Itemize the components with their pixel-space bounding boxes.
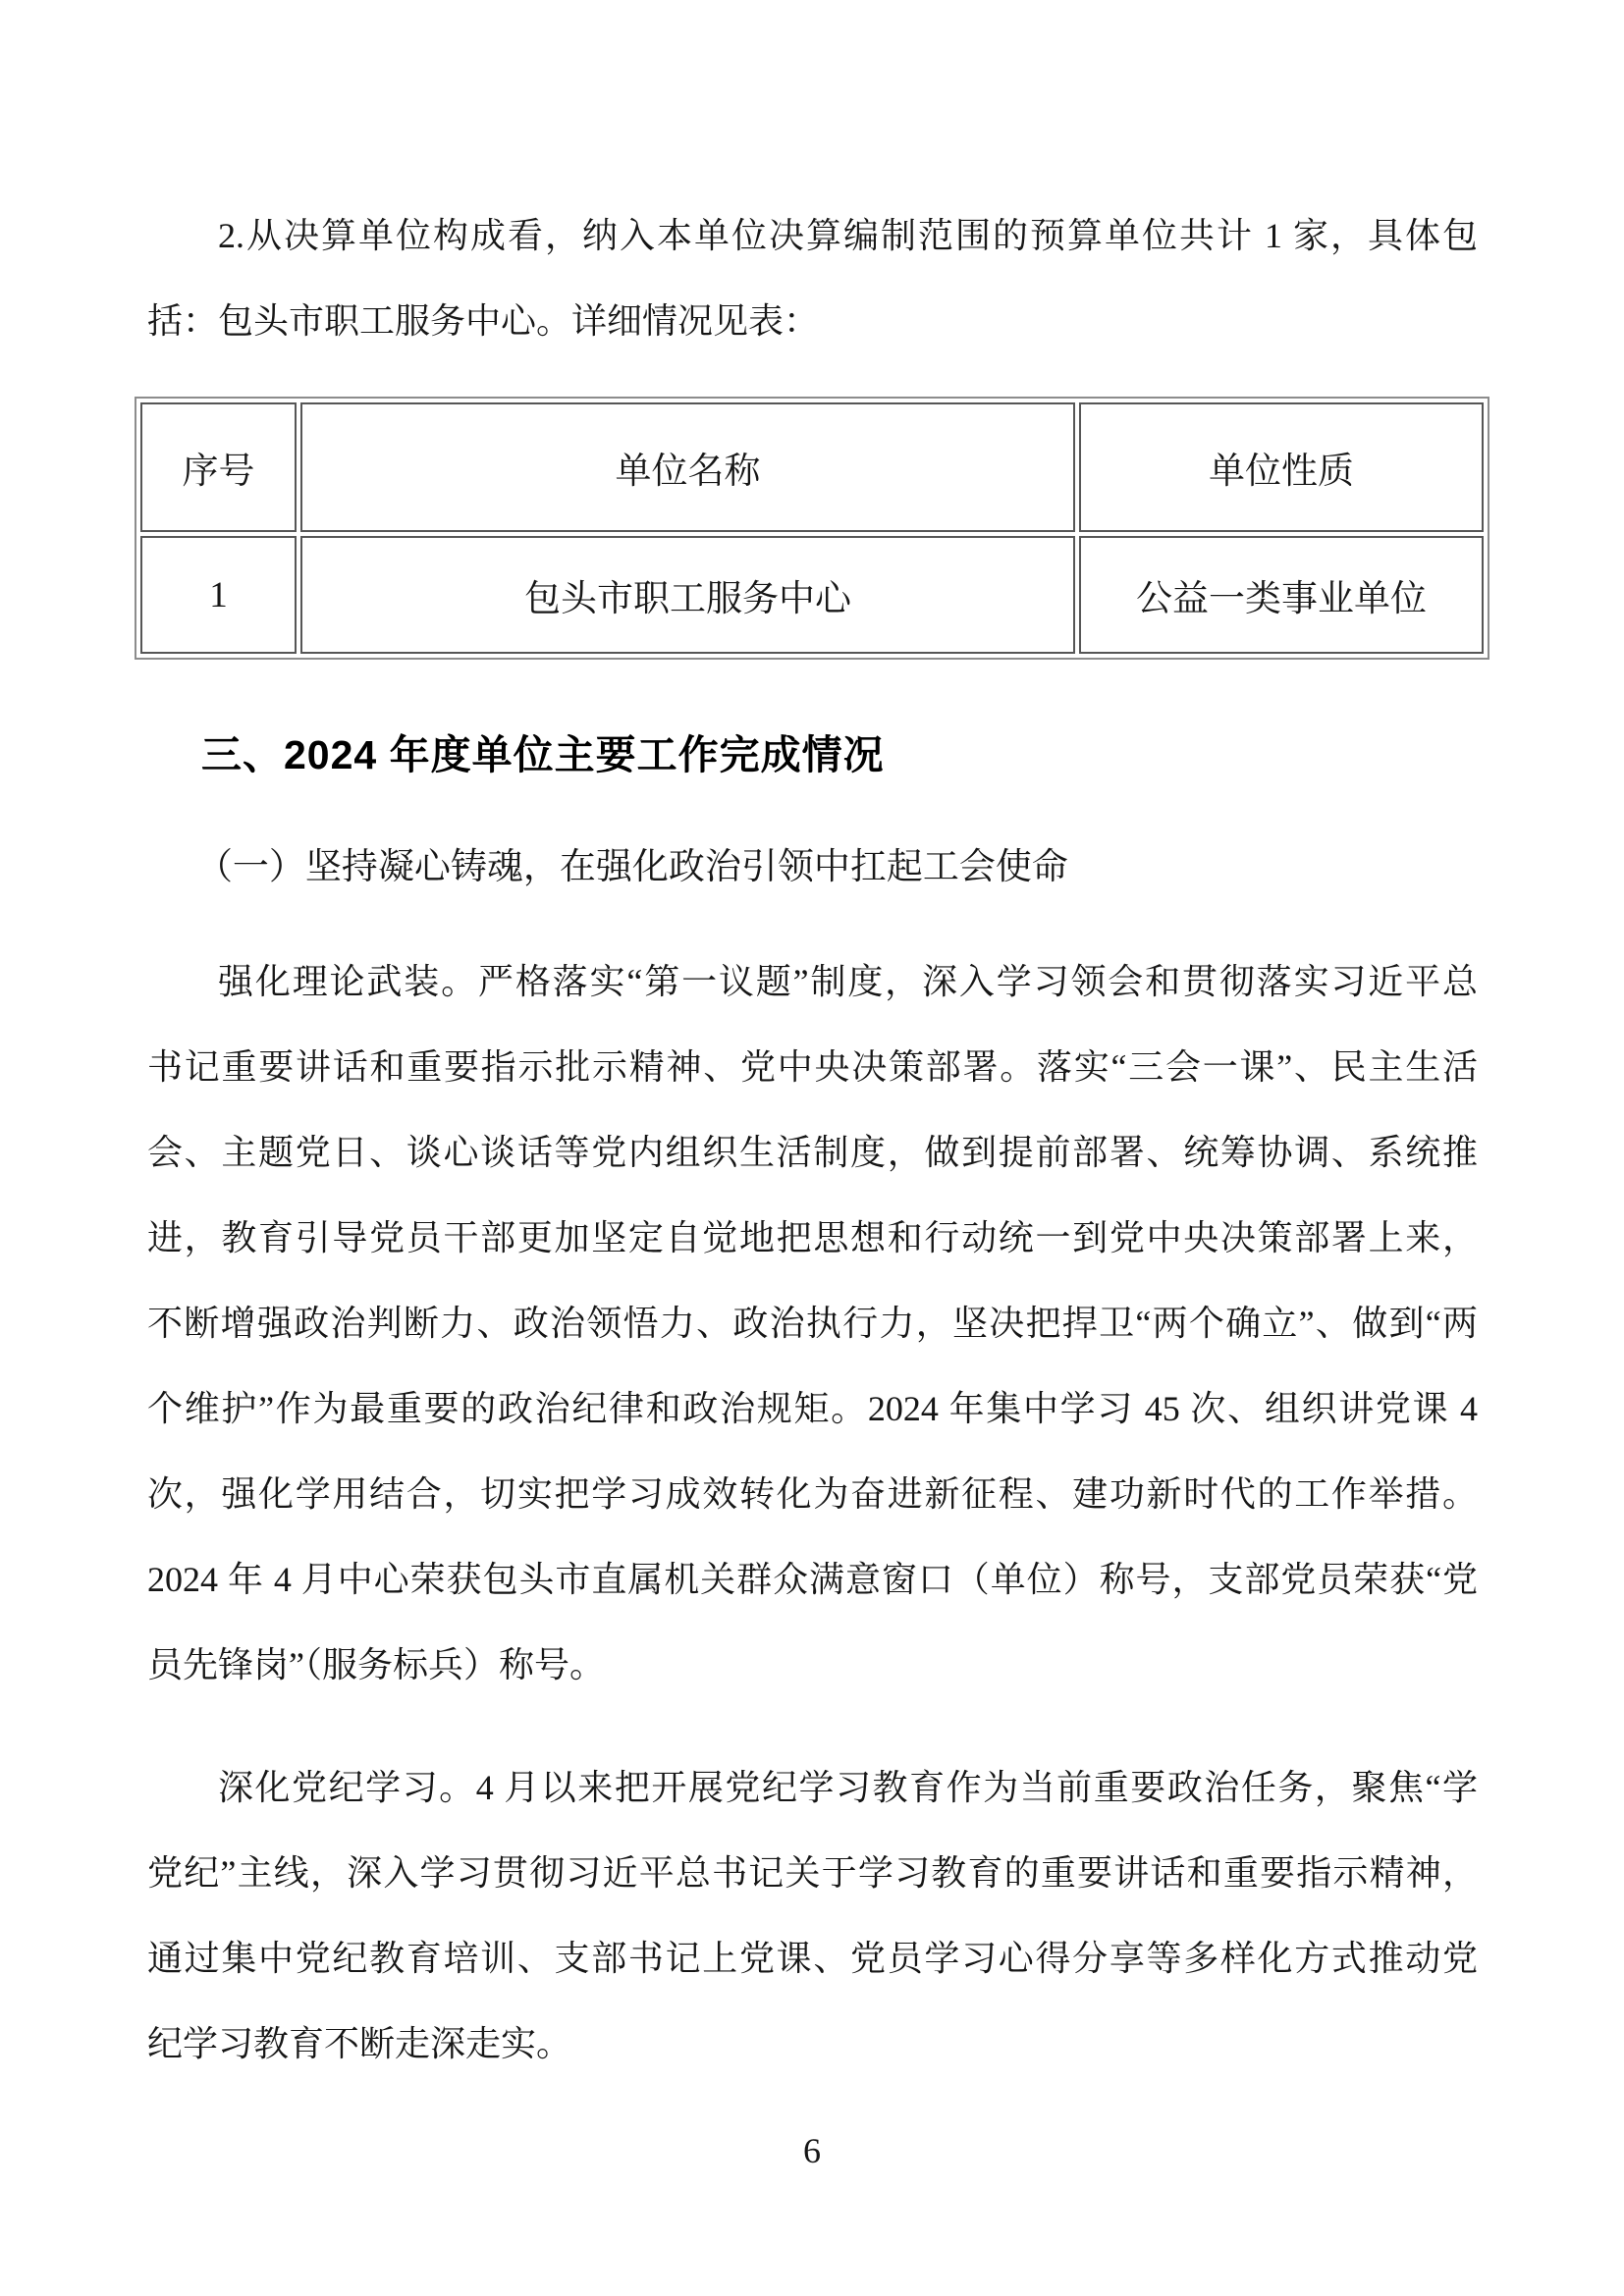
paragraph-line: 次，强化学用结合，切实把学习成效转化为奋进新征程、建功新时代的工作举措。	[147, 1474, 1478, 1514]
table-row	[140, 536, 1484, 654]
table-header-unit-name: 单位名称	[300, 402, 1075, 532]
table-header-row	[140, 402, 1484, 532]
table-cell-unit-name: 包头市职工服务中心	[300, 536, 1075, 654]
paragraph-line: 书记重要讲话和重要指示批示精神、党中央决策部署。落实“三会一课”、民主生活	[147, 1047, 1478, 1087]
paragraph-line: 党纪”主线，深入学习贯彻习近平总书记关于学习教育的重要讲话和重要指示精神，	[147, 1853, 1478, 1893]
document-content	[147, 0, 1478, 2087]
table-cell-unit-type: 公益一类事业单位	[1079, 536, 1484, 654]
paragraph-line: 会、主题党日、谈心谈话等党内组织生活制度，做到提前部署、统筹协调、系统推	[147, 1133, 1478, 1172]
paragraph-line: 通过集中党纪教育培训、支部书记上党课、党员学习心得分享等多样化方式推动党	[147, 1939, 1478, 1978]
paragraph-line: 员先锋岗”（服务标兵）称号。	[147, 1645, 605, 1684]
units-table	[136, 399, 1488, 658]
intro-line-2: 括：包头市职工服务中心。详细情况见表：	[147, 301, 820, 341]
intro-line-1: 2.从决算单位构成看，纳入本单位决算编制范围的预算单位共计 1 家，具体包	[218, 216, 1478, 255]
body-paragraph-2	[147, 1745, 1478, 2087]
paragraph-line: 个维护”作为最重要的政治纪律和政治规矩。2024 年集中学习 45 次、组织讲党课 4	[147, 1389, 1478, 1428]
page-number: 6	[803, 2131, 821, 2170]
section-heading: 三、2024 年度单位主要工作完成情况	[201, 732, 885, 777]
table-header-unit-type: 单位性质	[1079, 402, 1484, 532]
paragraph-line: 强化理论武装。严格落实“第一议题”制度，深入学习领会和贯彻落实习近平总	[218, 962, 1478, 1001]
paragraph-line: 进，教育引导党员干部更加坚定自觉地把思想和行动统一到党中央决策部署上来，	[147, 1218, 1478, 1257]
paragraph-line: 深化党纪学习。4 月以来把开展党纪学习教育作为当前重要政治任务，聚焦“学	[218, 1768, 1478, 1807]
body-paragraph-1	[147, 939, 1478, 1708]
intro-paragraph	[147, 0, 1478, 364]
paragraph-line: 2024 年 4 月中心荣获包头市直属机关群众满意窗口（单位）称号，支部党员荣获“党	[147, 1560, 1478, 1599]
units-table-wrapper	[135, 397, 1489, 660]
paragraph-line: 纪学习教育不断走深走实。	[147, 2024, 572, 2063]
table-header-index: 序号	[140, 402, 297, 532]
section-subheading: （一）坚持凝心铸魂，在强化政治引领中扛起工会使命	[195, 847, 1068, 887]
table-cell-index: 1	[140, 536, 297, 654]
paragraph-line: 不断增强政治判断力、政治领悟力、政治执行力，坚决把捍卫“两个确立”、做到“两	[147, 1304, 1478, 1343]
